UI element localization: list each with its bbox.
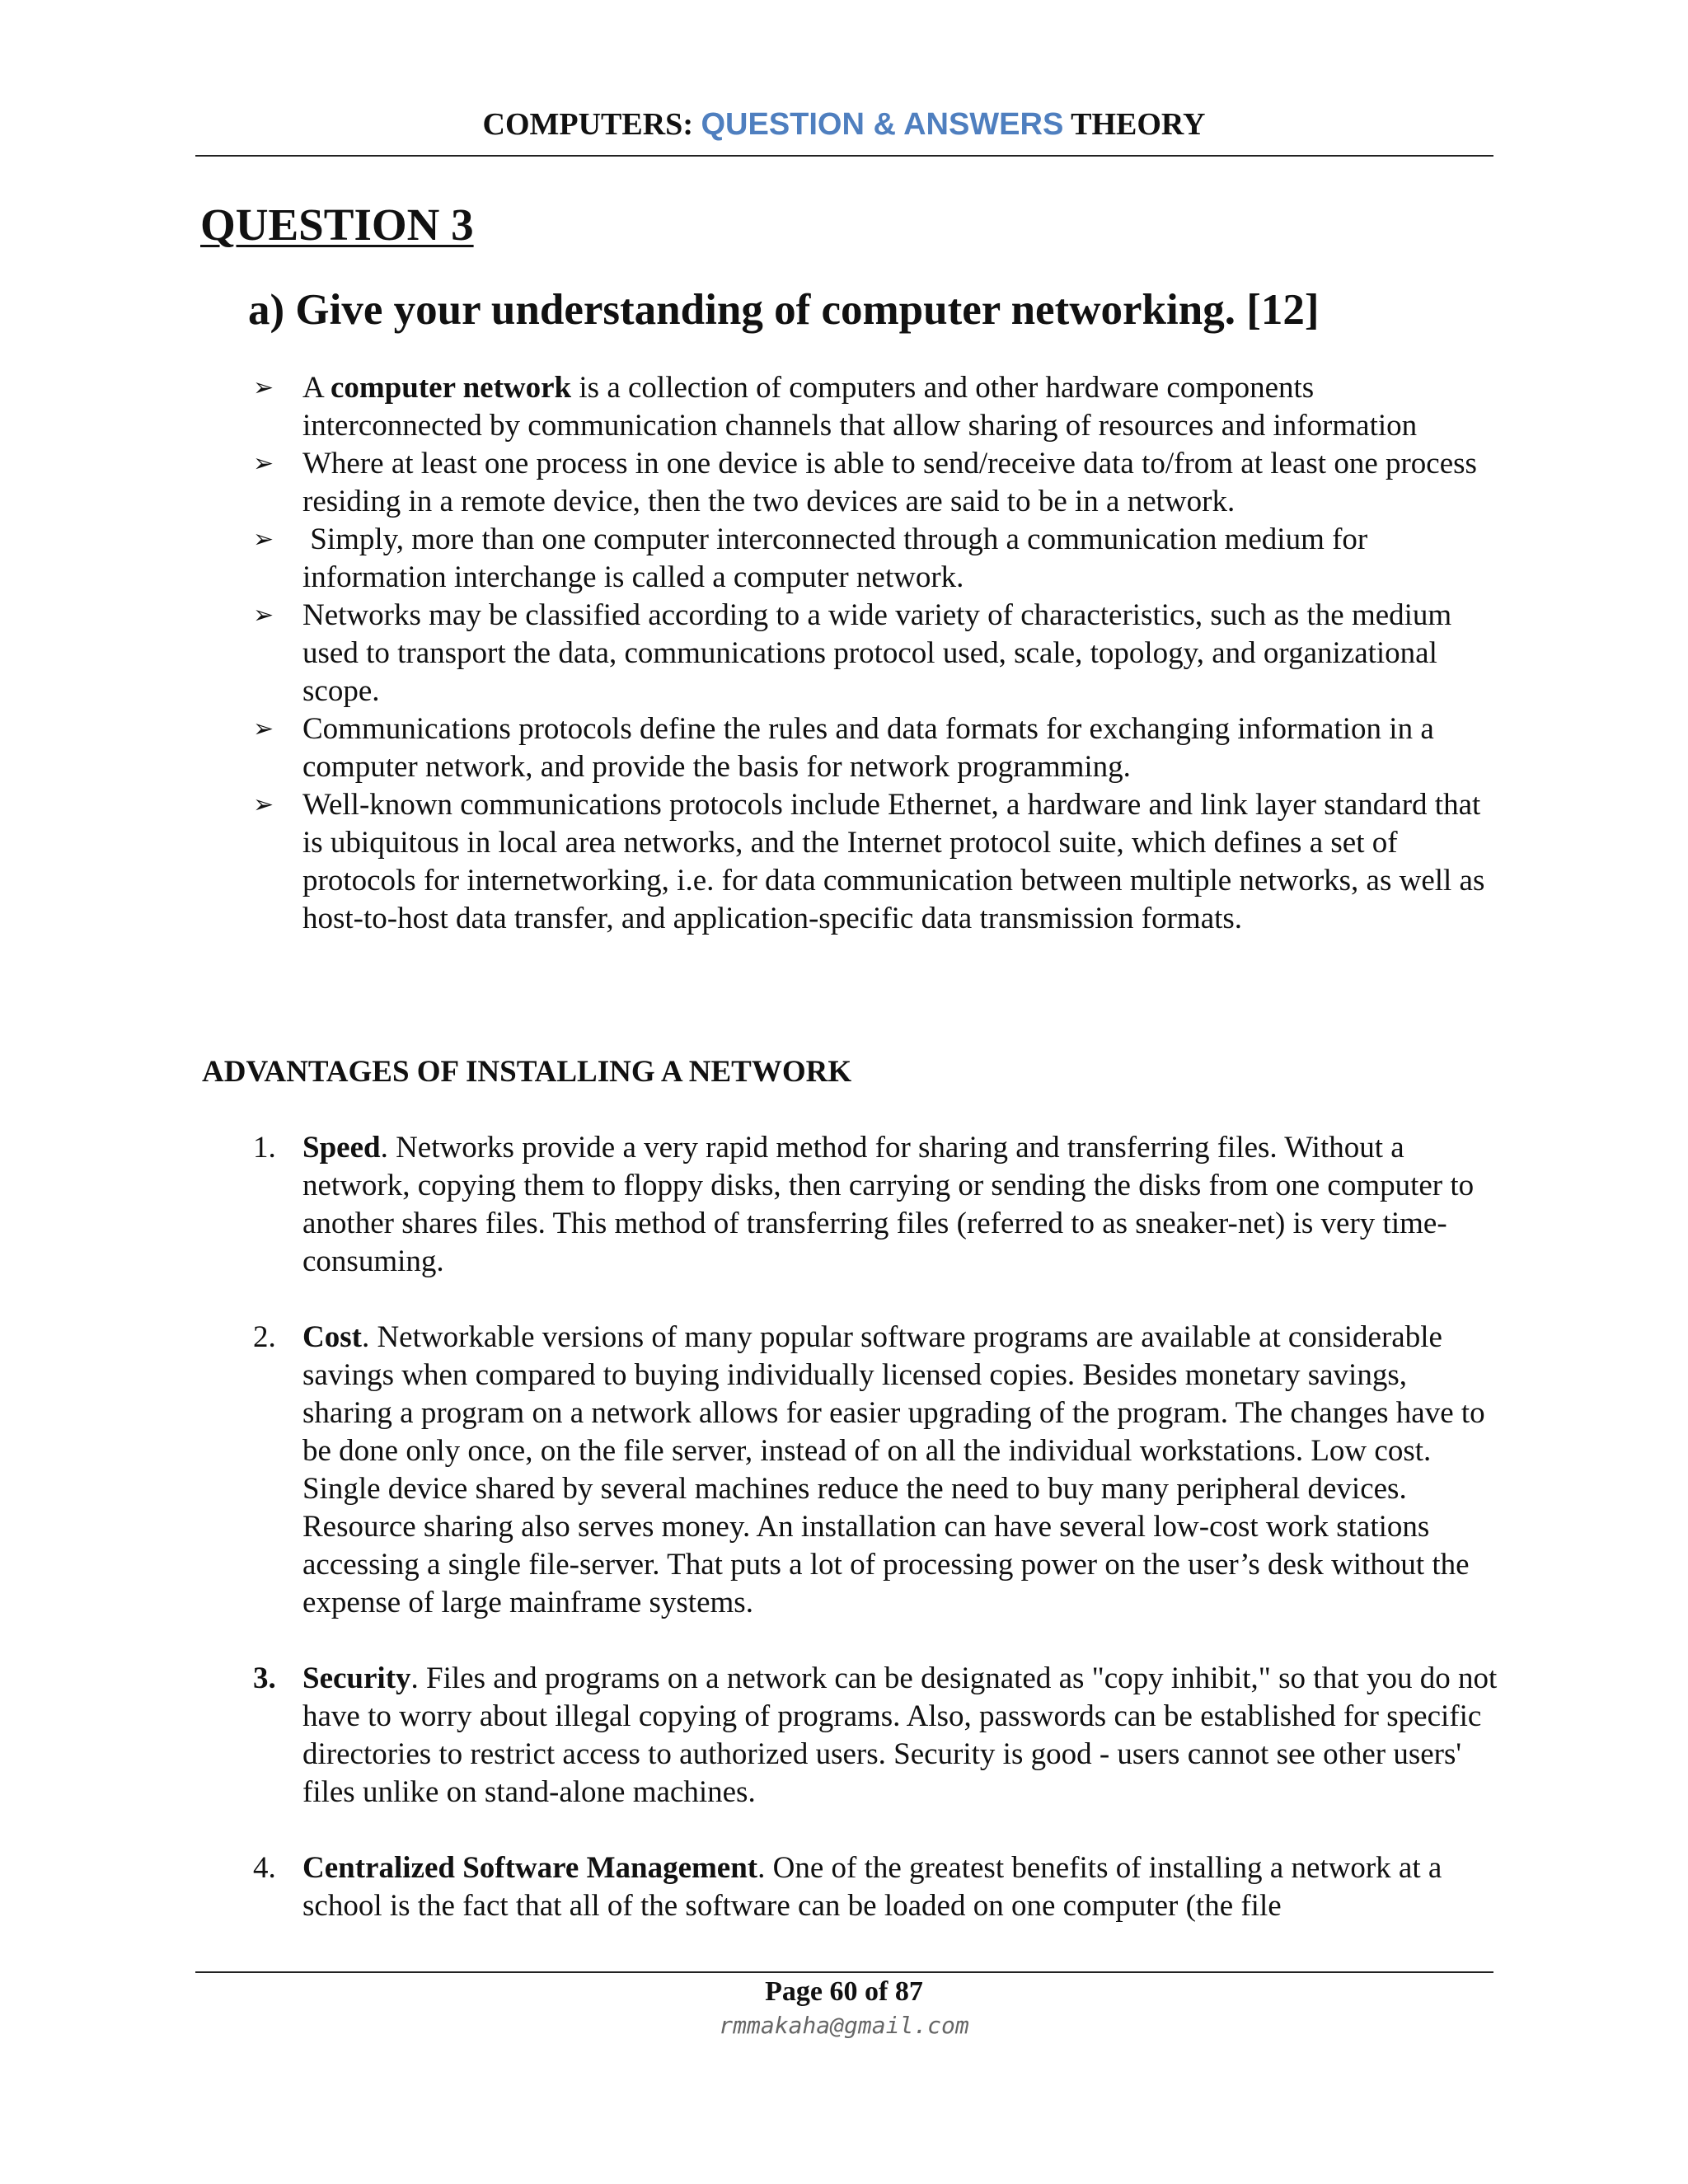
header-accent: QUESTION & ANSWERS bbox=[701, 107, 1064, 142]
bullet-bold: computer network bbox=[330, 371, 572, 405]
item-text: . One of the greatest benefits of installing a network at a school is the fact that all of the software can be loaded on one computer (the file bbox=[302, 1851, 1442, 1923]
item-number: 4. bbox=[253, 1851, 276, 1885]
bullet-text: Simply, more than one computer interconnected through a communication medium for information interchange is called a computer network. bbox=[302, 523, 1376, 594]
advantage-item bbox=[253, 1129, 1498, 1281]
item-text: . Files and programs on a network can be designated as "copy inhibit," so that you do not have to worry about illegal copying of programs. Also, passwords can be established for specific directories to restrict access to authorized users. Security is good - users cannot see other users' files unlike on stand-alone machines. bbox=[302, 1661, 1498, 1809]
arrow-bullet-icon: ➢ bbox=[253, 715, 274, 743]
definition-bullet-list bbox=[253, 369, 1498, 938]
bullet-text: Where at least one process in one device is able to send/receive data to/from at least one process residing in a remote device, then the two devices are said to be in a network. bbox=[302, 447, 1477, 518]
question-title: QUESTION 3 bbox=[200, 199, 474, 250]
bullet-item bbox=[253, 710, 1498, 786]
advantage-item bbox=[253, 1319, 1498, 1622]
header-colon: : bbox=[682, 107, 701, 142]
bullet-text: is a collection of computers and other hardware components interconnected by communication channels that allow sharing of resources and information bbox=[302, 371, 1418, 443]
bullet-item bbox=[253, 521, 1498, 597]
item-number: 3. bbox=[253, 1661, 276, 1695]
item-number: 1. bbox=[253, 1131, 276, 1165]
sub-question-title: a) Give your understanding of computer networking. [12] bbox=[248, 286, 1320, 334]
arrow-bullet-icon: ➢ bbox=[253, 525, 274, 554]
advantage-item bbox=[253, 1660, 1498, 1811]
footer-email: rmmakaha@gmail.com bbox=[719, 2012, 969, 2039]
bullet-text: Networks may be classified according to a wide variety of characteristics, such as the medium used to transport the data, communications protocol used, scale, topology, and organizational scope. bbox=[302, 598, 1452, 708]
bullet-text: Well-known communications protocols include Ethernet, a hardware and link layer standard that is ubiquitous in local area networks, and the Internet protocol suite, which defines a set of protocols for internetworking, i.e. for data communication between multiple networks, as well as host-to-host data transfer, and application-specific data transmission formats. bbox=[302, 788, 1485, 935]
arrow-bullet-icon: ➢ bbox=[253, 373, 274, 402]
advantages-heading: ADVANTAGES OF INSTALLING A NETWORK bbox=[202, 1055, 852, 1089]
item-title: Centralized Software Management bbox=[302, 1851, 758, 1885]
item-title: Security bbox=[302, 1661, 411, 1695]
item-text: . Networks provide a very rapid method for sharing and transferring files. Without a network, copying them to floppy disks, then carrying or sending the disks from one computer to another shares files. This method of transferring files (referred to as sneaker-net) is very time-consuming. bbox=[302, 1131, 1475, 1278]
item-number: 2. bbox=[253, 1320, 276, 1354]
advantages-list bbox=[253, 1129, 1498, 1963]
header-part2: THEORY bbox=[1063, 107, 1206, 142]
item-text: . Networkable versions of many popular software programs are available at considerable savings when compared to buying individually licensed copies. Besides monetary savings, sharing a program on a network allows for easier upgrading of the program. The changes have to be done only once, on the file server, instead of on all the individual workstations. Low cost. Single device shared by several machines reduce the need to buy many peripheral devices. Resource sharing also serves money. An installation can have several low-cost work stations accessing a single file-server. That puts a lot of processing power on the user’s desk without the expense of large mainframe systems. bbox=[302, 1320, 1485, 1619]
header-part1: COMPUTERS bbox=[482, 107, 683, 142]
bullet-item bbox=[253, 369, 1498, 445]
arrow-bullet-icon: ➢ bbox=[253, 449, 274, 478]
item-title: Cost bbox=[302, 1320, 362, 1354]
bullet-item bbox=[253, 786, 1498, 938]
advantage-item bbox=[253, 1849, 1498, 1925]
bullet-item bbox=[253, 445, 1498, 521]
arrow-bullet-icon: ➢ bbox=[253, 790, 274, 819]
bullet-item bbox=[253, 597, 1498, 710]
page-number: Page 60 of 87 bbox=[765, 1976, 923, 2007]
arrow-bullet-icon: ➢ bbox=[253, 601, 274, 630]
footer-divider bbox=[195, 1971, 1493, 1973]
bullet-text: Communications protocols define the rules and data formats for exchanging information in a computer network, and provide the basis for network programming. bbox=[302, 712, 1434, 784]
page-header bbox=[0, 105, 1688, 143]
header-divider bbox=[195, 155, 1493, 157]
item-title: Speed bbox=[302, 1131, 381, 1165]
bullet-prefix: A bbox=[302, 371, 331, 405]
